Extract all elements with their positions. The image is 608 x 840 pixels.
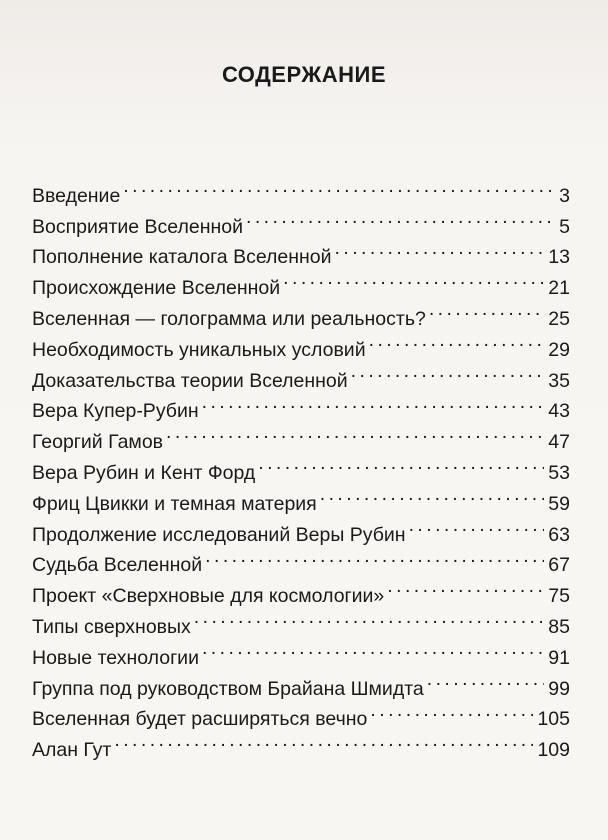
toc-leader-dots [409, 510, 545, 541]
toc-entry-page: 67 [548, 554, 570, 577]
toc-entry-title: Вера Рубин и Кент Форд [32, 461, 256, 484]
toc-entry-title: Доказательства теории Вселенной [32, 369, 348, 392]
toc-entry-page: 47 [548, 431, 570, 454]
toc-leader-dots [166, 417, 544, 448]
toc-entry-title: Вселенная будет расширяться вечно [32, 708, 368, 731]
toc-leader-dots [335, 233, 545, 264]
toc-leader-dots [370, 695, 533, 726]
toc-entry-page: 91 [548, 646, 570, 669]
toc-leader-dots [123, 171, 555, 202]
toc-entry-title: Восприятие Вселенной [32, 215, 243, 238]
toc-entry-page: 13 [548, 246, 570, 269]
toc-entry-title: Продолжение исследований Веры Рубин [32, 523, 406, 546]
toc-entry-title: Группа под руководством Брайана Шмидта [32, 677, 424, 700]
toc-leader-dots [427, 664, 545, 695]
toc-entry-page: 53 [548, 461, 570, 484]
toc-entry-title: Георгий Гамов [32, 431, 164, 454]
toc-leader-dots [351, 356, 545, 387]
toc-entry-title: Новые технологии [32, 646, 199, 669]
toc-entry-title: Проект «Сверхновые для космологии» [32, 585, 385, 608]
toc-entry-page: 63 [548, 523, 570, 546]
toc-entry-title: Вселенная — голограмма или реальность? [32, 307, 426, 330]
toc-entry-title: Вера Купер-Рубин [32, 400, 199, 423]
toc-entry-title: Типы сверхновых [32, 615, 191, 638]
toc-entry-title: Введение [32, 184, 121, 207]
toc-leader-dots [194, 602, 545, 633]
toc-entry-page: 59 [548, 492, 570, 515]
toc-entry [32, 171, 570, 207]
toc-entry-page: 5 [559, 215, 570, 238]
toc-entry-page: 43 [548, 400, 570, 423]
toc-leader-dots [258, 448, 544, 479]
toc-entry-page: 109 [537, 739, 570, 762]
toc-entry-page: 3 [559, 184, 570, 207]
toc-entry-page: 75 [548, 585, 570, 608]
toc-leader-dots [246, 202, 555, 233]
table-of-contents [32, 171, 570, 762]
toc-leader-dots [202, 633, 544, 664]
toc-entry-page: 25 [548, 307, 570, 330]
toc-leader-dots [429, 294, 544, 325]
toc-entry-page: 105 [537, 708, 570, 731]
toc-entry-page: 21 [548, 277, 570, 300]
toc-entry-title: Пополнение каталога Вселенной [32, 246, 332, 269]
toc-leader-dots [369, 325, 545, 356]
toc-entry-title: Необходимость уникальных условий [32, 338, 366, 361]
toc-leader-dots [114, 725, 533, 756]
toc-leader-dots [283, 263, 544, 294]
toc-entry-page: 29 [548, 338, 570, 361]
toc-entry-title: Алан Гут [32, 739, 112, 762]
toc-leader-dots [205, 541, 544, 572]
toc-leader-dots [387, 571, 544, 602]
toc-entry-title: Судьба Вселенной [32, 554, 203, 577]
toc-entry-title: Происхождение Вселенной [32, 277, 281, 300]
page-title: СОДЕРЖАНИЕ [221, 62, 387, 87]
toc-entry-page: 99 [548, 677, 570, 700]
toc-entry-title: Фриц Цвикки и темная материя [32, 492, 317, 515]
toc-leader-dots [320, 479, 545, 510]
toc-entry-page: 35 [548, 369, 570, 392]
toc-leader-dots [202, 387, 545, 418]
toc-entry-page: 85 [548, 615, 570, 638]
